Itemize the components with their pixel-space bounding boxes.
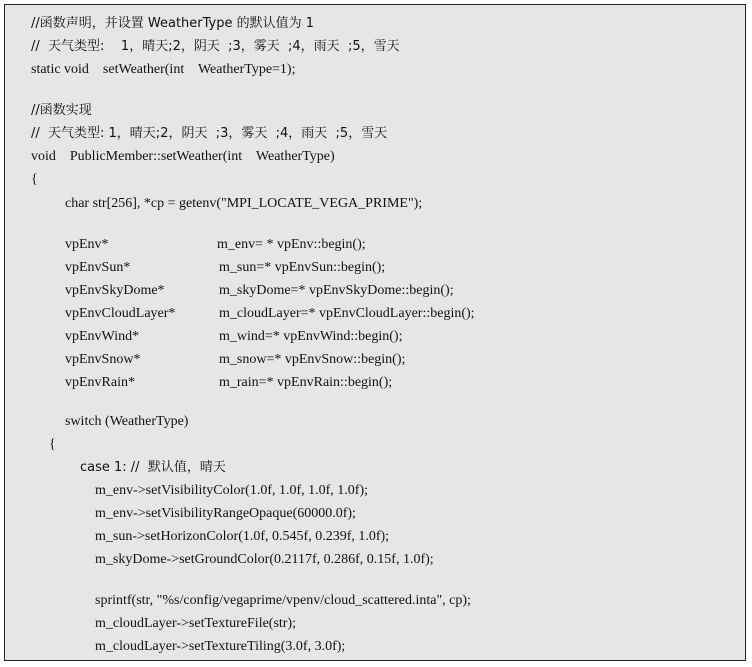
code-type: vpEnvSnow* [65,352,141,367]
code-listing-box [4,4,746,661]
code-line-function-signature: void PublicMember::setWeather(int WeatherType) [31,149,335,164]
code-init: m_env= * vpEnv::begin(); [217,237,366,252]
code-type: vpEnv* [65,237,109,252]
code-line-statement: m_sun->setHorizonColor(1.0f, 0.545f, 0.239f, 1.0f); [95,529,390,544]
code-type: vpEnvRain* [65,375,135,390]
code-line-statement: m_env->setVisibilityColor(1.0f, 1.0f, 1.0f, 1.0f); [95,483,369,498]
code-init: m_cloudLayer=* vpEnvCloudLayer::begin(); [219,306,475,321]
code-type: vpEnvSun* [65,260,131,275]
code-line-statement: sprintf(str, "%s/config/vegaprime/vpenv/cloud_scattered.inta", cp); [95,593,471,608]
code-init: m_rain=* vpEnvRain::begin(); [219,375,393,390]
comment-line-declaration: //函数声明，并设置 WeatherType 的默认值为 1 [31,16,315,31]
code-type: vpEnvWind* [65,329,140,344]
comment-line-weather-types: // 天气类型: 1，晴天;2，阴天 ;3，雾天 ;4，雨天 ;5，雪天 [31,126,388,141]
code-type: vpEnvCloudLayer* [65,306,176,321]
code-line-case-1: case 1: // 默认值，晴天 [80,460,226,475]
code-init: m_snow=* vpEnvSnow::begin(); [219,352,406,367]
code-line-switch-open-brace: { [49,437,56,452]
code-line-getenv: char str[256], *cp = getenv("MPI_LOCATE_VEGA_PRIME"); [65,196,423,211]
code-line-statement: m_skyDome->setGroundColor(0.2117f, 0.286f, 0.15f, 1.0f); [95,552,434,567]
code-line-statement: m_cloudLayer->setTextureTiling(3.0f, 3.0f); [95,639,346,654]
code-init: m_sun=* vpEnvSun::begin(); [219,260,386,275]
comment-line-implementation: //函数实现 [31,103,92,118]
comment-line-weather-types: // 天气类型: 1，晴天;2，阴天 ;3，雾天 ;4，雨天 ;5，雪天 [31,39,400,54]
code-line-open-brace: { [31,172,38,187]
code-type: vpEnvSkyDome* [65,283,165,298]
code-line-statement: m_env->setVisibilityRangeOpaque(60000.0f); [95,506,356,521]
code-line-statement: m_cloudLayer->setTextureFile(str); [95,616,297,631]
code-init: m_wind=* vpEnvWind::begin(); [219,329,403,344]
code-init: m_skyDome=* vpEnvSkyDome::begin(); [219,283,454,298]
code-line-declaration: static void setWeather(int WeatherType=1); [31,62,296,77]
code-line-switch: switch (WeatherType) [65,414,189,429]
